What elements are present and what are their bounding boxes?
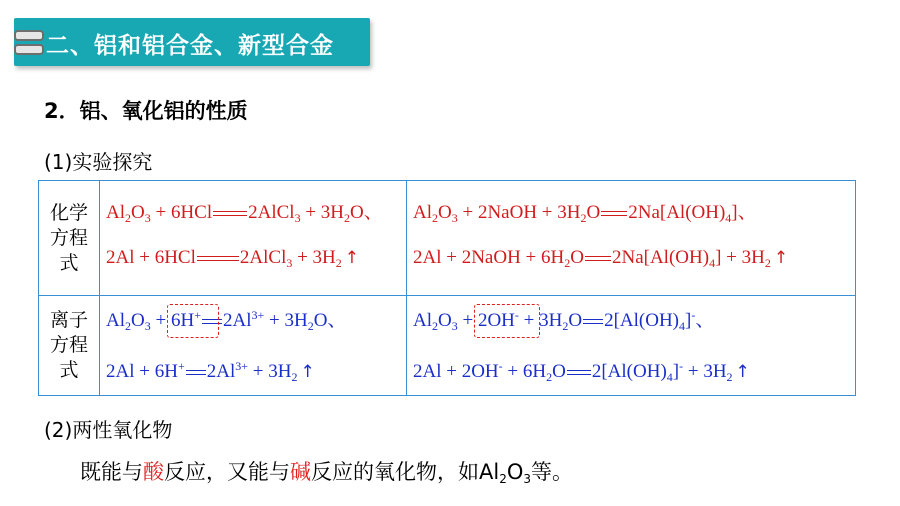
amphoteric-definition: 既能与酸反应，又能与碱反应的氧化物，如$Al_2O_3$等。 <box>80 460 574 486</box>
binder-ring-icon <box>14 30 44 41</box>
equation-al2o3-naoh: $Al_2O_3$ + 2NaOH + $3H_2O$ $2Na[Al(OH)_4]$、 <box>413 202 757 225</box>
equation-al2o3-hcl: $Al_2O_3 + 6HCl$ 2AlCl$_3$ + $3H_2O$、 <box>106 202 383 225</box>
chemical-equation-base-cell <box>407 181 856 296</box>
ionic-al2o3-oh: $Al_2O_3 + 2OH^-$ + $3H_2O$ $2[Al(OH)_4]^-$、 <box>413 303 855 338</box>
row-header-chemical-equation: 化学 方程 式 <box>39 181 100 296</box>
gas-arrow-icon: ↑ <box>735 361 750 382</box>
row-header-ionic-equation: 离子 方程 式 <box>39 296 100 396</box>
subsection-experiment: (1)实验探究 <box>44 150 153 174</box>
subsection-amphoteric-oxide: (2)两性氧化物 <box>44 418 173 442</box>
page-title: 二、铝和铝合金、新型合金 <box>46 33 334 59</box>
highlight-box <box>474 304 540 338</box>
gas-arrow-icon: ↑ <box>773 248 789 268</box>
ionic-equation-base-cell <box>407 296 856 396</box>
binder-ring-icon <box>14 44 44 55</box>
gas-arrow-icon: ↑ <box>300 361 315 382</box>
highlight-box <box>167 304 219 338</box>
ionic-al2o3-h: $Al_2O_3 + 6H^+$ $2Al^{3+} + 3H_2O$、 <box>106 303 406 338</box>
gas-arrow-icon: ↑ <box>344 248 360 268</box>
keyword-acid: 酸 <box>143 460 164 484</box>
section-heading: 2．铝、氧化铝的性质 <box>44 99 248 123</box>
ionic-equation-acid-cell <box>100 296 407 396</box>
equation-al-naoh: 2Al + 2NaOH + $6H_2O$ $2Na[Al(OH)_4] + 3H_2$ ↑ <box>413 247 789 270</box>
ionic-al-oh: $2Al + 2OH^- + 6H_2O$ $2[Al(OH)_4]^- + 3H_2$ ↑ <box>413 358 750 384</box>
chemical-equation-acid-cell <box>100 181 407 296</box>
ionic-al-h: 2Al + 6H+ $2Al^{3+} + 3H_2$ ↑ <box>106 358 315 384</box>
title-banner <box>14 18 370 66</box>
equation-al-hcl: 2Al + 6HCl 2AlCl$_3$ + $3H_2$ ↑ <box>106 247 360 270</box>
equation-table <box>38 180 856 396</box>
keyword-base: 碱 <box>290 460 311 484</box>
